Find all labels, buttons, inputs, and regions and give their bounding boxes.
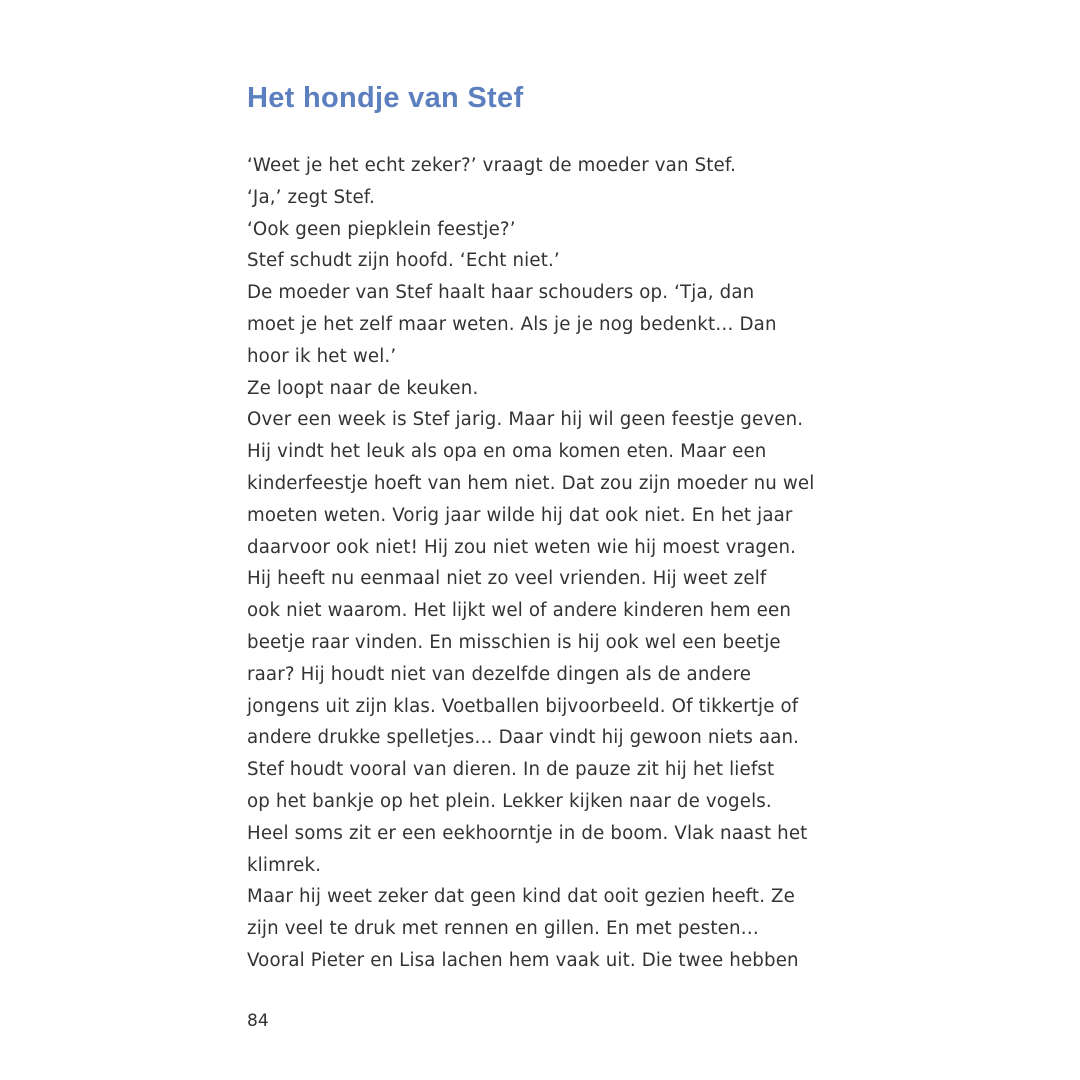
text-line: ‘Ook geen piepklein feestje?’ xyxy=(247,218,516,240)
text-line: De moeder van Stef haalt haar schouders op. ‘Tja, dan xyxy=(247,282,755,304)
text-line: hoor ik het wel.’ xyxy=(247,345,397,367)
text-line: kinderfeestje hoeft van hem niet. Dat zou zijn moeder nu wel xyxy=(247,472,815,494)
text-line: moet je het zelf maar weten. Als je je nog bedenkt… Dan xyxy=(247,313,777,335)
text-line: jongens uit zijn klas. Voetballen bijvoorbeeld. Of tikkertje of xyxy=(247,695,799,717)
body-text xyxy=(247,150,847,977)
text-line: Stef houdt vooral van dieren. In de pauze zit hij het liefst xyxy=(247,759,775,781)
text-line: ‘Weet je het echt zeker?’ vraagt de moeder van Stef. xyxy=(247,155,737,176)
page-number: 84 xyxy=(247,1011,269,1031)
text-line: klimrek. xyxy=(247,854,322,876)
text-line: beetje raar vinden. En misschien is hij ook wel een beetje xyxy=(247,631,781,653)
text-line: andere drukke spelletjes… Daar vindt hij gewoon niets aan. xyxy=(247,727,800,749)
text-line: raar? Hij houdt niet van dezelfde dingen als de andere xyxy=(247,663,752,685)
text-line: Vooral Pieter en Lisa lachen hem vaak uit. Die twee hebben xyxy=(247,949,799,971)
text-line: Hij vindt het leuk als opa en oma komen eten. Maar een xyxy=(247,441,767,463)
text-line: ook niet waarom. Het lijkt wel of andere kinderen hem een xyxy=(247,600,792,622)
chapter-title: Het hondje van Stef xyxy=(247,82,524,114)
text-line: Hij heeft nu eenmaal niet zo veel vrienden. Hij weet zelf xyxy=(247,568,767,590)
text-line: ‘Ja,’ zegt Stef. xyxy=(247,186,375,208)
text-line: Over een week is Stef jarig. Maar hij wil geen feestje geven. xyxy=(247,409,804,431)
text-line: Heel soms zit er een eekhoorntje in de boom. Vlak naast het xyxy=(247,822,808,844)
text-line: daarvoor ook niet! Hij zou niet weten wie hij moest vragen. xyxy=(247,536,797,558)
text-line: zijn veel te druk met rennen en gillen. En met pesten… xyxy=(247,918,759,940)
text-line: moeten weten. Vorig jaar wilde hij dat ook niet. En het jaar xyxy=(247,504,793,526)
text-line: Maar hij weet zeker dat geen kind dat ooit gezien heeft. Ze xyxy=(247,886,795,908)
text-line: Ze loopt naar de keuken. xyxy=(247,377,479,399)
text-line: op het bankje op het plein. Lekker kijken naar de vogels. xyxy=(247,790,772,812)
text-line: Stef schudt zijn hoofd. ‘Echt niet.’ xyxy=(247,250,560,272)
